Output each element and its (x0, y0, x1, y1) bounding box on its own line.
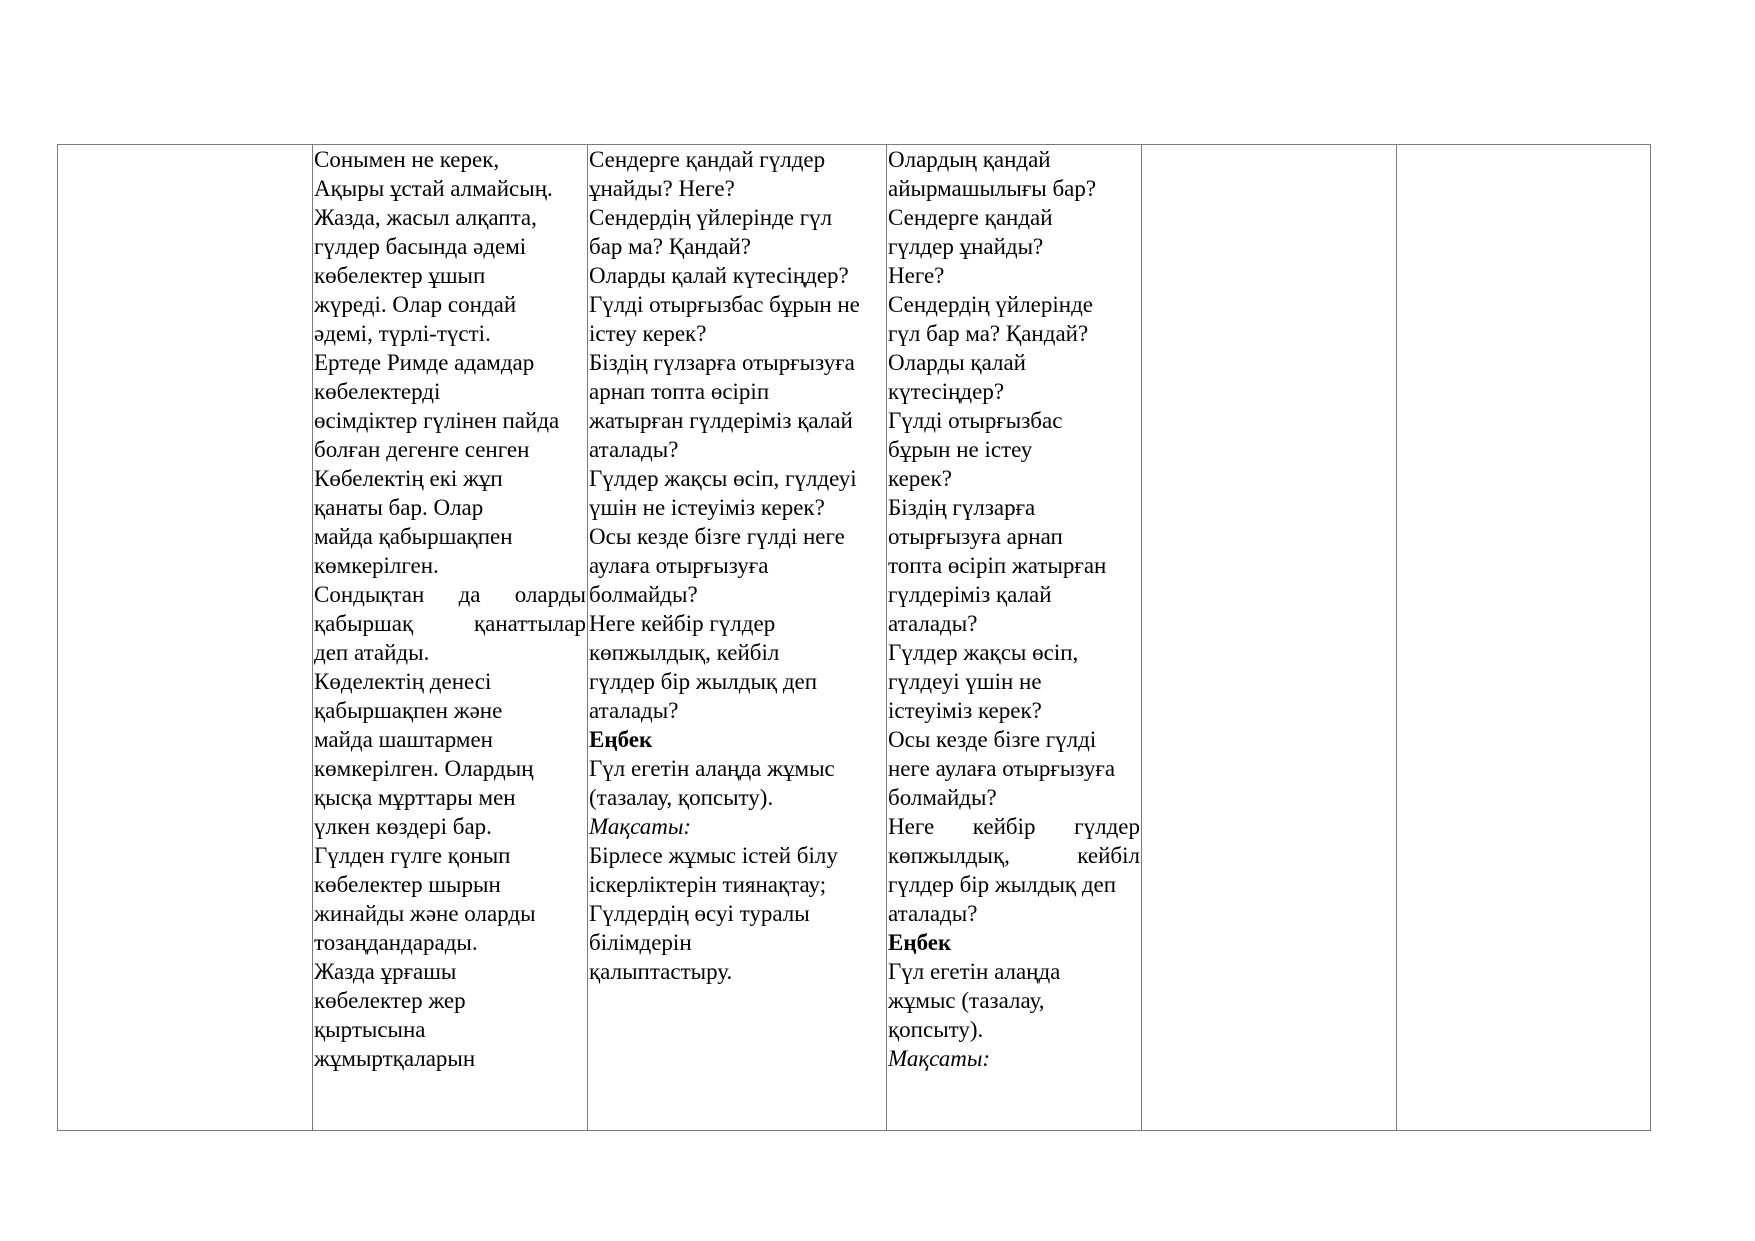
text-line: болған дегенге сенген (314, 437, 530, 462)
text-line: аулаға отырғызуға (589, 553, 769, 578)
text-line: Біздің гүлзарға отырғызуға (589, 350, 855, 375)
text-line: көпжылдық, кейбіл (589, 640, 780, 665)
text-line: гүлдер бір жылдық деп (888, 872, 1117, 897)
text-line: керек? (888, 466, 952, 491)
text-line: көмкерілген. (314, 553, 439, 578)
text-line: Осы кезде бізге гүлді (888, 727, 1097, 752)
text-line: болмайды? (888, 785, 997, 810)
text-line: тозаңдандарады. (314, 930, 478, 955)
table-cell-col5 (1142, 145, 1397, 1131)
text-line: Бірлесе жұмыс істей білу (589, 843, 838, 868)
text-line: аталады? (888, 611, 978, 636)
table-cell-col2 (313, 145, 588, 1131)
text-line: көпжылдық, кейбіл (888, 843, 1140, 868)
text-line: Көбелектің екі жұп (314, 466, 503, 491)
text-line: Мақсаты: (589, 814, 692, 839)
text-line: қабыршақпен және (314, 698, 503, 723)
text-line: Гүлден гүлге қонып (314, 843, 511, 868)
text-line: жинайды және оларды (314, 901, 536, 926)
text-line: аталады? (589, 698, 679, 723)
text-line: әдемі, түрлі-түсті. (314, 321, 491, 346)
text-line: көбелектерді (314, 379, 441, 404)
text-line: көбелектер жер (314, 988, 466, 1013)
text-line: Сонымен не керек, (314, 147, 500, 172)
text-line: айырмашылығы бар? (888, 176, 1097, 201)
text-line: болмайды? (589, 582, 698, 607)
text-line: Гүлдер жақсы өсіп, (888, 640, 1079, 665)
text-line: Жазда, жасыл алқапта, (314, 205, 537, 230)
text-line: ұнайды? Неге? (589, 176, 735, 201)
text-line: көмкерілген. Олардың (314, 756, 534, 781)
text-line: Олардың қандай (888, 147, 1051, 172)
text-line: Еңбек (589, 727, 653, 752)
text-line: Еңбек (888, 930, 952, 955)
text-line: Гүлдердің өсуі туралы (589, 901, 810, 926)
text-line: Осы кезде бізге гүлді неге (589, 524, 845, 549)
text-line: Сондықтан да оларды (314, 582, 586, 607)
text-line: Сендерге қандай гүлдер (589, 147, 826, 172)
text-line: жұмыс (тазалау, (888, 988, 1045, 1013)
text-line: Ертеде Римде адамдар (314, 350, 535, 375)
text-line: топта өсіріп жатырған (888, 553, 1107, 578)
text-line: істеу керек? (589, 321, 707, 346)
text-line: Ақыры ұстай алмайсың. (314, 176, 553, 201)
text-line: гүлдер басында әдемі (314, 234, 527, 259)
text-line: қопсыту). (888, 1017, 984, 1042)
text-line: гүл бар ма? Қандай? (888, 321, 1089, 346)
text-line: Неге кейбір гүлдер (589, 611, 776, 636)
text-line: үшін не істеуіміз керек? (589, 495, 825, 520)
text-line: Гүлді отырғызбас (888, 408, 1063, 433)
text-line: өсімдіктер гүлінен пайда (314, 408, 560, 433)
text-line: жұмыртқаларын (314, 1046, 476, 1071)
table-cell-col4 (887, 145, 1142, 1131)
text-line: Гүлді отырғызбас бұрын не (589, 292, 860, 317)
text-line: жүреді. Олар сондай (314, 292, 517, 317)
text-line: Біздің гүлзарға (888, 495, 1036, 520)
text-line: Гүл егетін алаңда жұмыс (589, 756, 835, 781)
text-line: қысқа мұрттары мен (314, 785, 516, 810)
text-line: көбелектер ұшып (314, 263, 486, 288)
text-line: деп атайды. (314, 640, 430, 665)
text-line: майда шаштармен (314, 727, 493, 752)
table-row (58, 145, 1651, 1131)
text-line: істеуіміз керек? (888, 698, 1042, 723)
text-line: жатырған гүлдеріміз қалай (589, 408, 853, 433)
text-line: Сендердің үйлерінде (888, 292, 1094, 317)
lesson-table (57, 144, 1651, 1131)
text-line: үлкен көздері бар. (314, 814, 492, 839)
text-line: Неге? (888, 263, 945, 288)
text-line: Сендердің үйлерінде гүл (589, 205, 833, 230)
table-cell-col1 (58, 145, 313, 1131)
text-line: (тазалау, қопсыту). (589, 785, 774, 810)
text-line: қалыптастыру. (589, 959, 733, 984)
text-line: бар ма? Қандай? (589, 234, 752, 259)
text-line: Гүлдер жақсы өсіп, гүлдеуі (589, 466, 857, 491)
text-line: қанаты бар. Олар (314, 495, 484, 520)
text-line: аталады? (589, 437, 679, 462)
text-line: Гүл егетін алаңда (888, 959, 1061, 984)
text-line: Оларды қалай күтесіңдер? (589, 263, 849, 288)
text-line: Мақсаты: (888, 1046, 991, 1071)
text-line: білімдерін (589, 930, 692, 955)
text-line: Сендерге қандай (888, 205, 1053, 230)
text-line: қыртысына (314, 1017, 426, 1042)
text-line: аталады? (888, 901, 978, 926)
text-line: неге аулаға отырғызуға (888, 756, 1116, 781)
text-line: отырғызуға арнап (888, 524, 1063, 549)
text-line: гүлдер ұнайды? (888, 234, 1044, 259)
table-cell-col6 (1397, 145, 1651, 1131)
text-line: Көделектің денесі (314, 669, 492, 694)
text-line: іскерліктерін тиянақтау; (589, 872, 827, 897)
text-line: күтесіңдер? (888, 379, 1005, 404)
text-line: Оларды қалай (888, 350, 1026, 375)
text-line: қабыршақ қанаттылар (314, 611, 586, 636)
text-line: арнап топта өсіріп (589, 379, 770, 404)
text-line: майда қабыршақпен (314, 524, 513, 549)
text-line: Неге кейбір гүлдер (888, 814, 1140, 839)
text-line: бұрын не істеу (888, 437, 1033, 462)
table-cell-col3 (588, 145, 887, 1131)
text-line: гүлдеріміз қалай (888, 582, 1052, 607)
text-line: гүлдер бір жылдық деп (589, 669, 818, 694)
text-line: көбелектер шырын (314, 872, 501, 897)
text-line: Жазда ұрғашы (314, 959, 457, 984)
text-line: гүлдеуі үшін не (888, 669, 1042, 694)
